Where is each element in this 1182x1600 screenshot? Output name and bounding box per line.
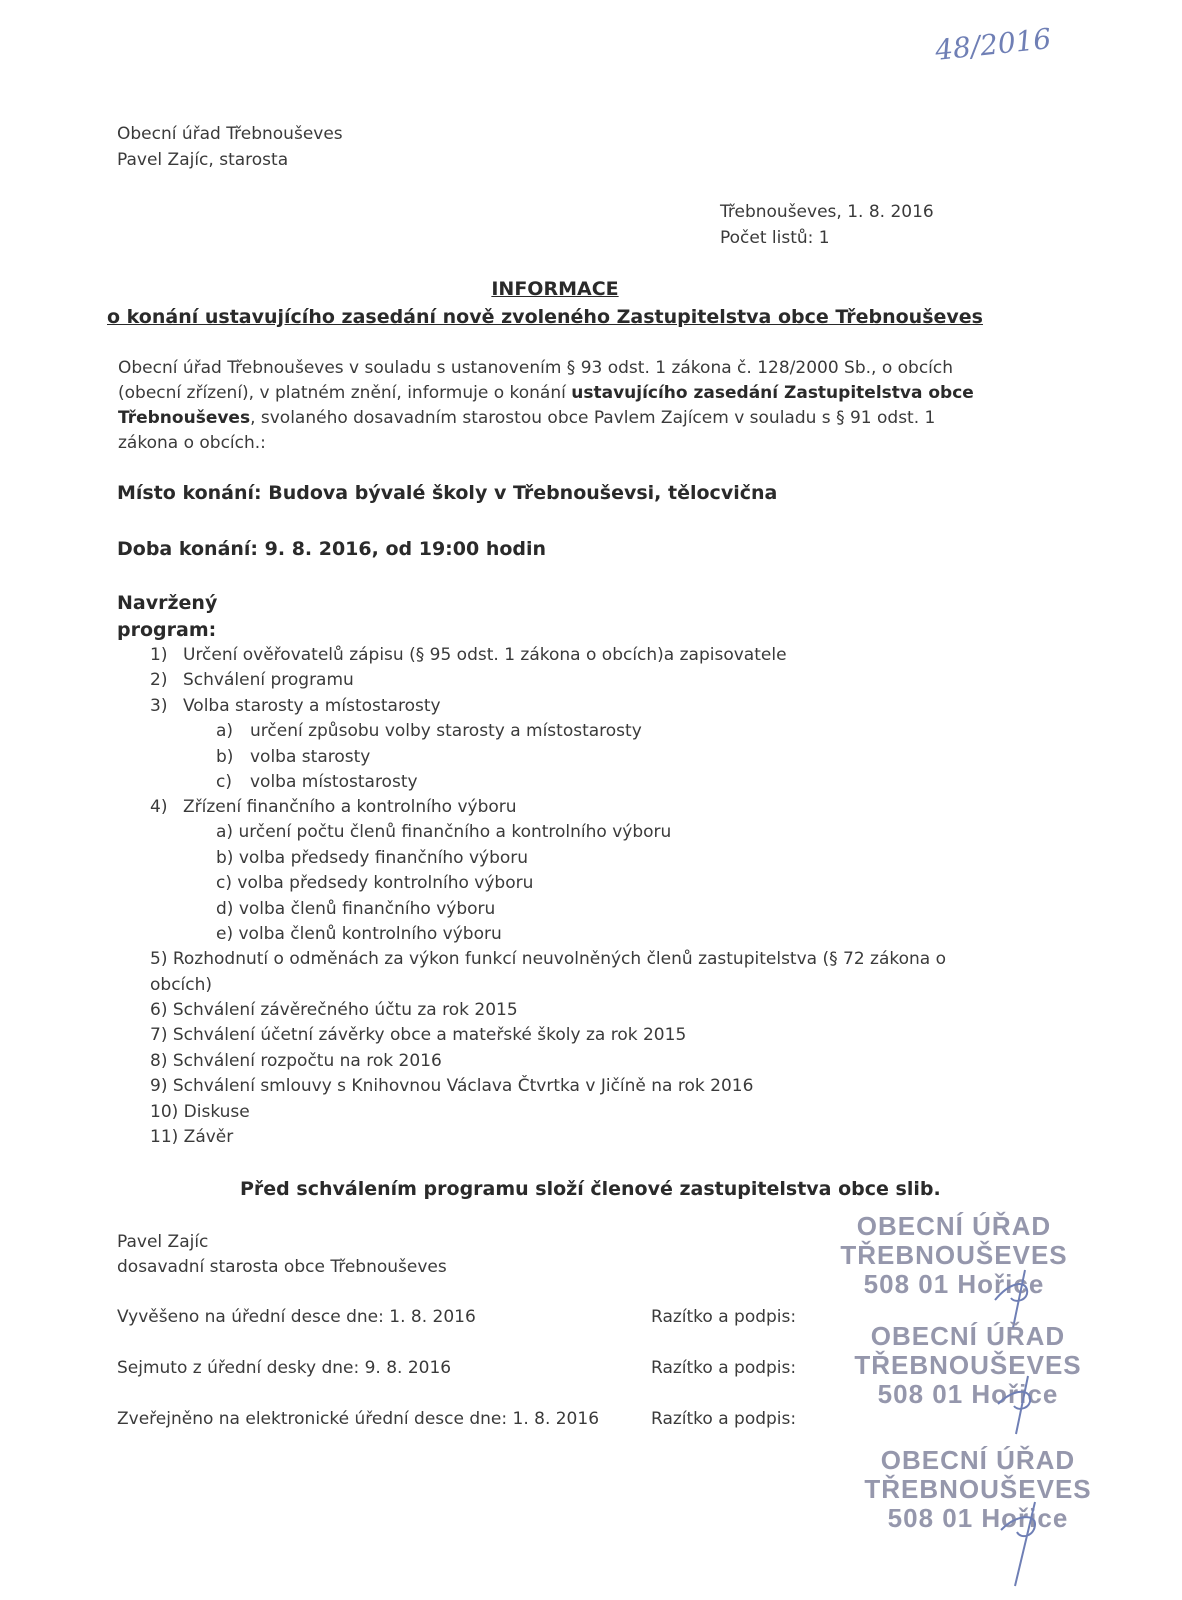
program-subitem-num: a) bbox=[216, 721, 234, 741]
stamp-line: TŘEBNOUŠEVES bbox=[864, 1474, 1092, 1504]
program-subitem: e) volba členů kontrolního výboru bbox=[216, 924, 502, 944]
program-item: 11) Závěr bbox=[150, 1127, 234, 1147]
signatory-name: Pavel Zajíc bbox=[117, 1232, 209, 1252]
intro-paragraph bbox=[118, 356, 998, 456]
intro-text-1: Obecní úřad Třebnouševes v souladu s ustanovením § 93 odst. 1 zákona č. 128/2000 Sb., o obcích (obecní zřízení), v platném znění, informuje o konání bbox=[118, 358, 954, 403]
handwritten-reference: 48/2016 bbox=[933, 22, 1053, 67]
program-item: 5) Rozhodnutí o odměnách za výkon funkcí neuvolněných členů zastupitelstva (§ 72 zákona o bbox=[150, 949, 947, 969]
time-line: Doba konání: 9. 8. 2016, od 19:00 hodin bbox=[117, 538, 547, 560]
office-stamp bbox=[862, 1446, 1094, 1533]
program-heading-1: Navržený bbox=[117, 592, 218, 614]
posted-date: Vyvěšeno na úřední desce dne: 1. 8. 2016 bbox=[117, 1307, 476, 1327]
signature-scribble bbox=[990, 1372, 1050, 1442]
signatory-role: dosavadní starosta obce Třebnouševes bbox=[117, 1257, 447, 1277]
program-item: 6) Schválení závěrečného účtu za rok 2015 bbox=[150, 1000, 518, 1020]
program-item: 10) Diskuse bbox=[150, 1102, 250, 1122]
program-subitem: b) volba předsedy finančního výboru bbox=[216, 848, 529, 868]
date-line: Třebnouševes, 1. 8. 2016 bbox=[720, 202, 934, 222]
program-item-num: 1) bbox=[150, 645, 168, 665]
electronic-posted-date: Zveřejněno na elektronické úřední desce dne: 1. 8. 2016 bbox=[117, 1409, 600, 1429]
sender-office: Obecní úřad Třebnouševes bbox=[117, 124, 343, 144]
program-item-num: 2) bbox=[150, 670, 168, 690]
document-title: INFORMACE bbox=[491, 278, 619, 300]
program-subitem: a) určení počtu členů finančního a kontrolního výboru bbox=[216, 822, 672, 842]
stamp-line: TŘEBNOUŠEVES bbox=[840, 1240, 1068, 1270]
stamp-line: 508 01 Hořice bbox=[877, 1379, 1059, 1409]
program-heading-2: program: bbox=[117, 619, 217, 641]
intro-text-2: , svolaného dosavadním starostou obce Pavlem Zajícem v souladu s § 91 odst. 1 zákona o obcích.: bbox=[118, 408, 936, 453]
stamp-line: OBECNÍ ÚŘAD bbox=[880, 1445, 1076, 1475]
program-subitem-num: c) bbox=[216, 772, 232, 792]
program-item: 7) Schválení účetní závěrky obce a mateřské školy za rok 2015 bbox=[150, 1025, 687, 1045]
program-subitem: určení způsobu volby starosty a místostarosty bbox=[250, 721, 642, 741]
program-item-num: 3) bbox=[150, 696, 168, 716]
program-subitem: c) volba předsedy kontrolního výboru bbox=[216, 873, 534, 893]
program-subitem: volba starosty bbox=[250, 747, 371, 767]
program-item-continued: obcích) bbox=[150, 975, 213, 995]
stamp-signature-label: Razítko a podpis: bbox=[651, 1409, 797, 1429]
program-item: Určení ověřovatelů zápisu (§ 95 odst. 1 zákona o obcích)a zapisovatele bbox=[183, 645, 787, 665]
stamp-signature-label: Razítko a podpis: bbox=[651, 1358, 797, 1378]
removed-date: Sejmuto z úřední desky dne: 9. 8. 2016 bbox=[117, 1358, 452, 1378]
program-subitem: d) volba členů finančního výboru bbox=[216, 899, 496, 919]
place-line: Místo konání: Budova bývalé školy v Třebnouševsi, tělocvična bbox=[117, 482, 778, 504]
sheets-line: Počet listů: 1 bbox=[720, 228, 830, 248]
intro-text-bold: ustavujícího zasedání Zastupitelstva obce Třebnouševes bbox=[118, 383, 974, 428]
program-item: 9) Schválení smlouvy s Knihovnou Václava Čtvrtka v Jičíně na rok 2016 bbox=[150, 1076, 754, 1096]
stamp-signature-label: Razítko a podpis: bbox=[651, 1307, 797, 1327]
program-item: 8) Schválení rozpočtu na rok 2016 bbox=[150, 1051, 442, 1071]
program-subitem-num: b) bbox=[216, 747, 234, 767]
signature-scribble bbox=[995, 1500, 1055, 1590]
stamp-line: 508 01 Hořice bbox=[887, 1503, 1069, 1533]
program-subitem: volba místostarosty bbox=[250, 772, 418, 792]
sender-person: Pavel Zajíc, starosta bbox=[117, 150, 289, 170]
oath-note: Před schválením programu složí členové zastupitelstva obce slib. bbox=[240, 1178, 941, 1200]
stamp-line: OBECNÍ ÚŘAD bbox=[870, 1321, 1066, 1351]
program-item: Zřízení finančního a kontrolního výboru bbox=[183, 797, 517, 817]
program-item: Volba starosty a místostarosty bbox=[183, 696, 441, 716]
stamp-line: OBECNÍ ÚŘAD bbox=[856, 1211, 1052, 1241]
stamp-line: TŘEBNOUŠEVES bbox=[854, 1350, 1082, 1380]
program-item-num: 4) bbox=[150, 797, 168, 817]
document-subtitle: o konání ustavujícího zasedání nově zvoleného Zastupitelstva obce Třebnouševes bbox=[107, 306, 983, 328]
program-item: Schválení programu bbox=[183, 670, 354, 690]
stamp-line: 508 01 Hořice bbox=[863, 1269, 1045, 1299]
